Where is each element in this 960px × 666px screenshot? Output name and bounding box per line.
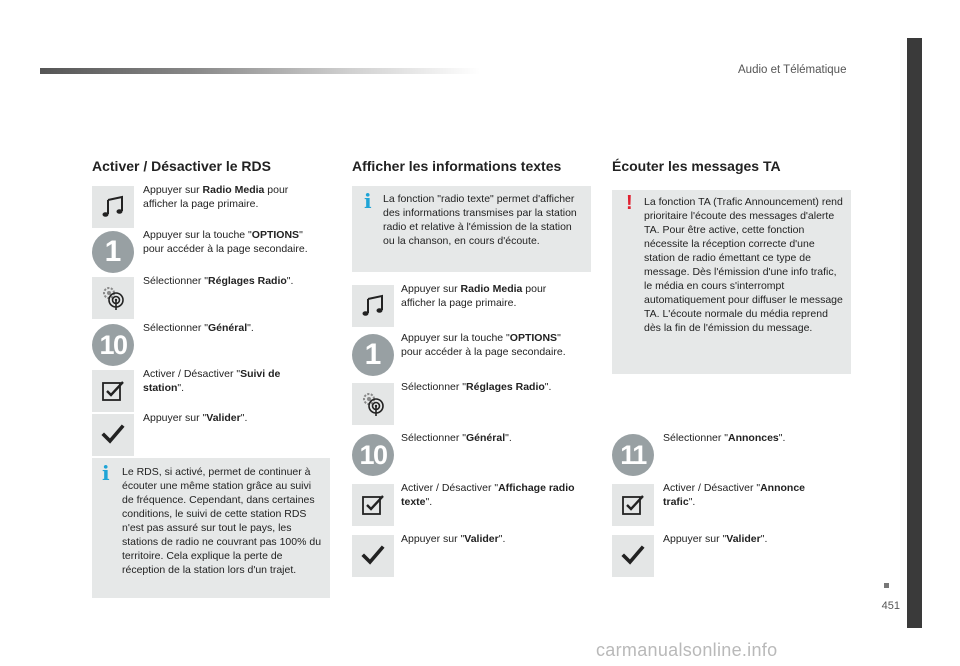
page-header-title: Audio et Télématique <box>738 64 847 76</box>
step-text: Appuyer sur "Valider". <box>663 533 768 545</box>
page-marker <box>884 583 889 588</box>
info-note-radio-text <box>352 186 591 272</box>
section-title-ta: Écouter les messages TA <box>612 158 781 174</box>
step-text: Appuyer sur la touche "OPTIONS" pour accéder à la page secondaire. <box>143 229 308 255</box>
step-badge-11: 11 <box>612 434 654 476</box>
step-text: Sélectionner "Annonces". <box>663 432 786 444</box>
step-badge-10: 10 <box>92 324 134 366</box>
step-text: Activer / Désactiver "Suivi de station". <box>143 368 281 394</box>
checkmark-icon <box>352 535 394 577</box>
step-badge-1: 1 <box>352 334 394 376</box>
music-note-icon <box>92 186 134 228</box>
step-text: Appuyer sur Radio Media pour afficher la page primaire. <box>143 184 289 210</box>
warning-note-ta <box>612 190 851 374</box>
checkbox-toggle-icon <box>352 484 394 526</box>
music-note-icon <box>352 285 394 327</box>
note-text: La fonction TA (Trafic Announcement) rend prioritaire l'écoute des messages d'alerte TA. Pour être active, cette fonction nécessite la réception correcte d'une station de radio émettant ce type de message. Dès l'émission d'une info trafic, le média en cours s'interrompt automatiquement pour diffuser le message TA. L'écoute normale du média reprend dès la fin de l'émission du message. <box>644 196 843 334</box>
step-badge-10: 10 <box>352 434 394 476</box>
note-text: La fonction "radio texte" permet d'afficher des informations transmises par la station radio et relative à l'émission de la station ou la chanson, en cours d'écoute. <box>383 193 577 247</box>
step-text: Sélectionner "Général". <box>401 432 512 444</box>
info-icon: i <box>102 461 110 485</box>
side-tab-strip <box>907 38 922 628</box>
watermark-text: carmanualsonline.info <box>596 640 778 660</box>
step-text: Activer / Désactiver "Annonce trafic". <box>663 482 806 508</box>
step-text: Appuyer sur la touche "OPTIONS" pour accéder à la page secondaire. <box>401 332 566 358</box>
step-text: Appuyer sur "Valider". <box>143 412 248 424</box>
step-text: Activer / Désactiver "Affichage radio texte". <box>401 482 575 508</box>
step-text: Sélectionner "Réglages Radio". <box>401 381 552 393</box>
step-text: Appuyer sur Radio Media pour afficher la page primaire. <box>401 283 547 309</box>
step-badge-1: 1 <box>92 231 134 273</box>
step-text: Sélectionner "Réglages Radio". <box>143 275 294 287</box>
info-icon: i <box>364 189 372 213</box>
checkmark-icon <box>612 535 654 577</box>
checkmark-icon <box>92 414 134 456</box>
note-text: Le RDS, si activé, permet de continuer à écouter une même station grâce au suivi de fréquence. Cependant, dans certaines conditions, le suivi de cette station RDS n'est pas assuré sur tout le pays, les stations de radio ne couvrant pas 100% du territoire. Cela explique la perte de réception de la station lors d'un trajet. <box>122 466 322 576</box>
section-title-rds: Activer / Désactiver le RDS <box>92 158 271 174</box>
checkbox-toggle-icon <box>612 484 654 526</box>
step-text: Sélectionner "Général". <box>143 322 254 334</box>
radio-settings-icon <box>352 383 394 425</box>
radio-settings-icon <box>92 277 134 319</box>
checkbox-toggle-icon <box>92 370 134 412</box>
header-gradient-bar <box>40 68 480 74</box>
page-number: 451 <box>881 600 900 612</box>
section-title-radio-text: Afficher les informations textes <box>352 158 562 174</box>
warning-icon: ! <box>626 192 633 214</box>
info-note-rds <box>92 458 330 598</box>
step-text: Appuyer sur "Valider". <box>401 533 506 545</box>
